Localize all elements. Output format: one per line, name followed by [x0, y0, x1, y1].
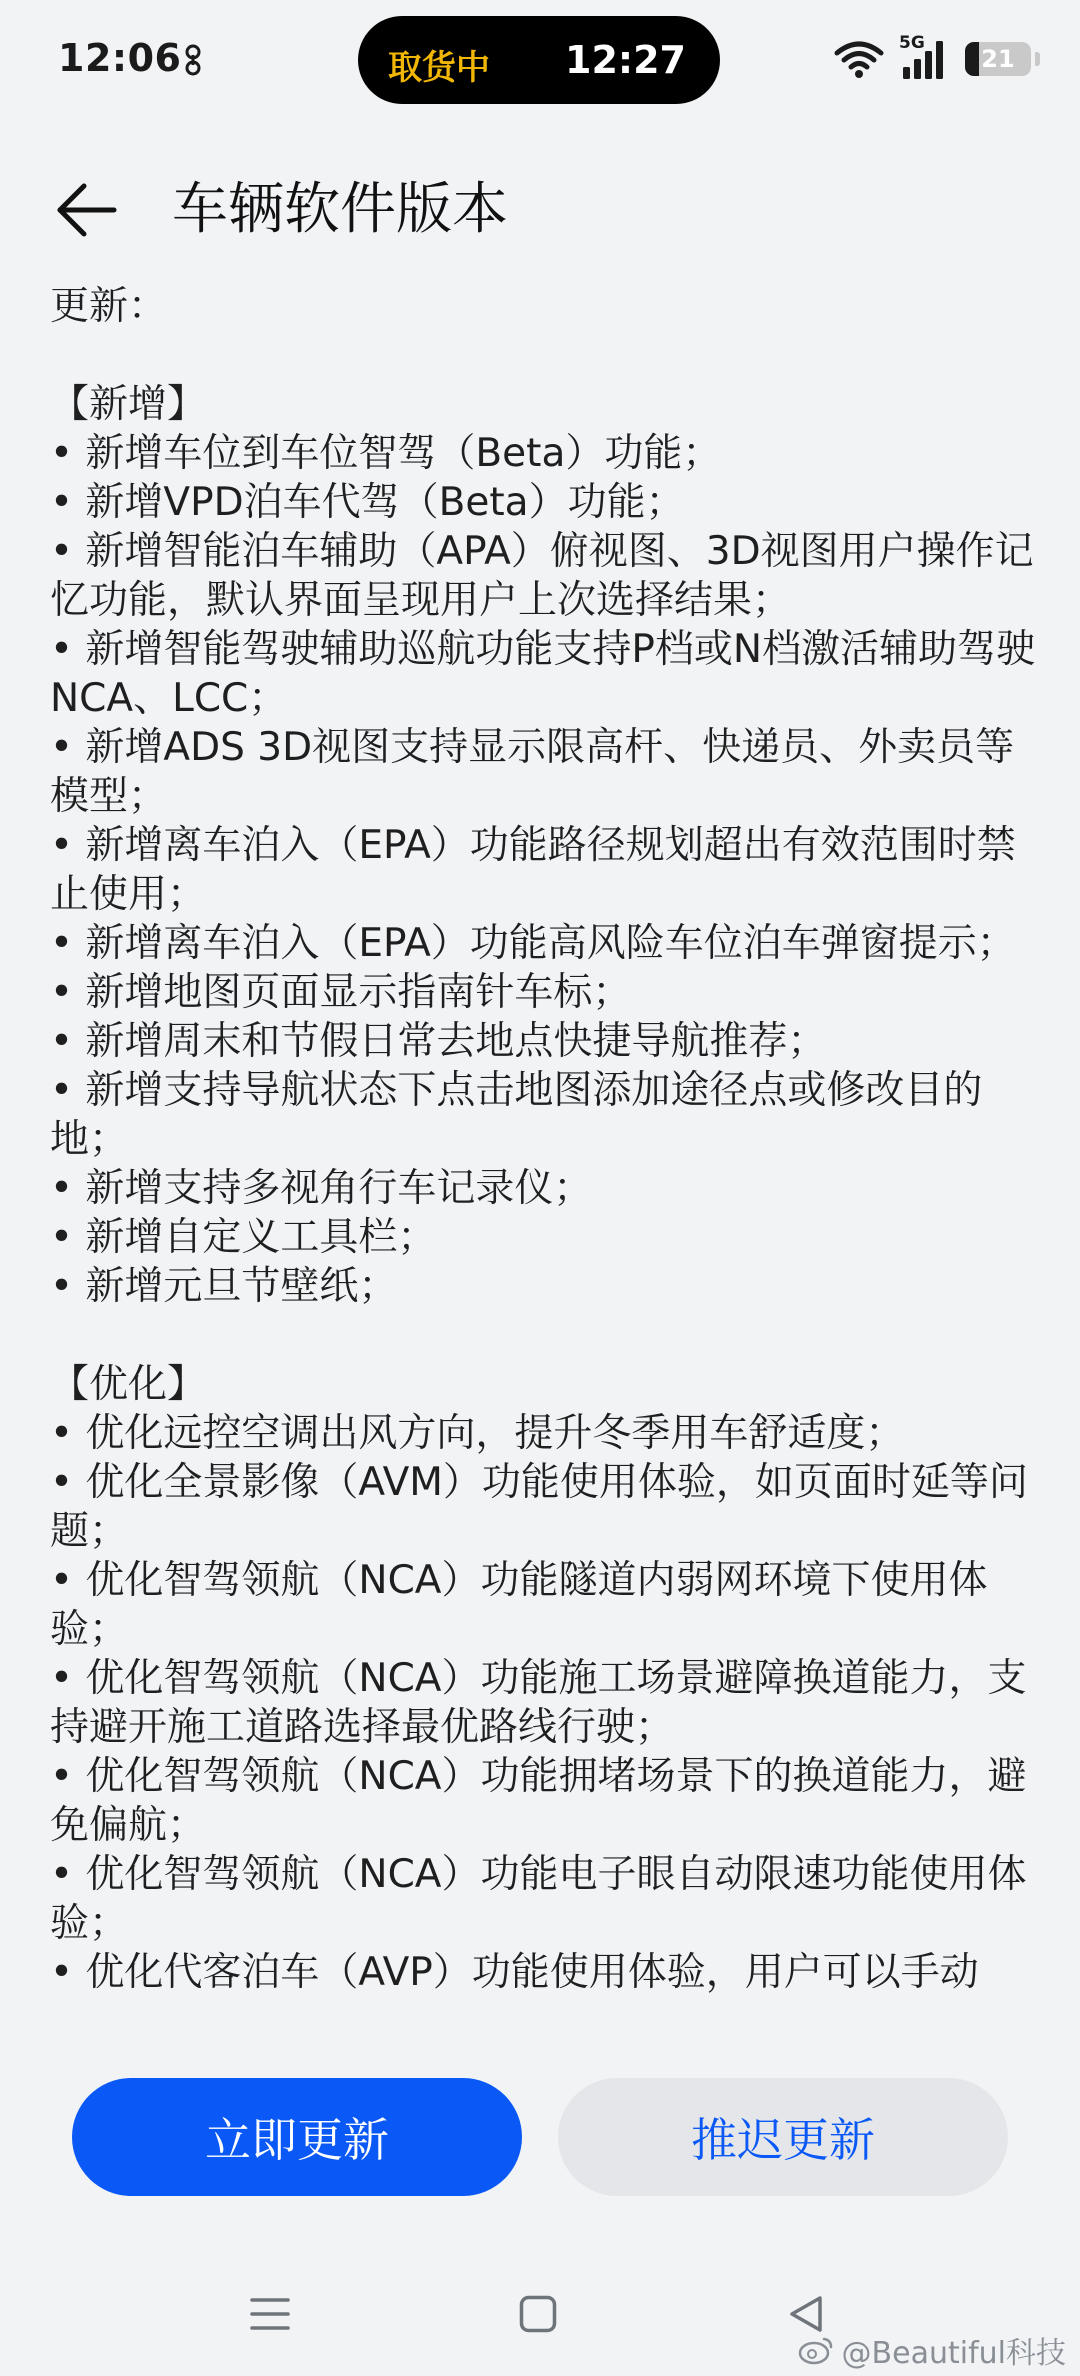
wifi-icon [833, 39, 885, 79]
list-item: • 新增元旦节壁纸； [50, 1264, 398, 1309]
list-item: • 新增ADS 3D视图支持显示限高杆、快递员、外卖员等模型； [50, 725, 1015, 819]
section-title: 【新增】 [50, 382, 207, 427]
list-item: • 新增支持导航状态下点击地图添加途径点或修改目的地； [50, 1068, 983, 1162]
list-item: • 新增离车泊入（EPA）功能路径规划超出有效范围时禁止使用； [50, 823, 1016, 917]
release-sections [50, 380, 1040, 1997]
status-time: 12:06 [58, 36, 182, 80]
network-type-label: 5G [899, 33, 925, 53]
list-item: • 新增离车泊入（EPA）功能高风险车位泊车弹窗提示； [50, 921, 1016, 966]
signal-icon [899, 37, 951, 81]
section-title: 【优化】 [50, 1362, 207, 1407]
list-item: • 新增支持多视角行车记录仪； [50, 1166, 593, 1211]
postpone-update-button[interactable]: 推迟更新 [558, 2078, 1008, 2196]
square-icon [519, 2295, 557, 2333]
spacer [50, 1311, 1040, 1360]
list-item: • 优化代客泊车（AVP）功能使用体验，用户可以手动 [50, 1950, 979, 1995]
weibo-logo-icon [798, 2335, 834, 2365]
menu-icon [250, 2296, 290, 2332]
update-now-button[interactable]: 立即更新 [72, 2078, 522, 2196]
status-icons [833, 34, 1040, 84]
list-item: • 新增地图页面显示指南针车标； [50, 970, 632, 1015]
watermark [798, 2328, 1066, 2372]
arrow-left-icon [54, 182, 118, 238]
list-item: • 新增自定义工具栏； [50, 1215, 437, 1260]
list-item: • 新增智能驾驶辅助巡航功能支持P档或N档激活辅助驾驶NCA、LCC； [50, 627, 1036, 721]
header [0, 160, 1080, 260]
list-item: • 新增VPD泊车代驾（Beta）功能； [50, 480, 685, 525]
battery-percent: 21 [981, 45, 1015, 73]
list-item: • 优化远控空调出风方向，提升冬季用车舒适度； [50, 1411, 905, 1456]
page-title: 车辆软件版本 [172, 177, 508, 242]
live-activity-pill[interactable] [358, 16, 720, 104]
update-intro: 更新： [50, 284, 168, 329]
list-item: • 优化智驾领航（NCA）功能拥堵场景下的换道能力，避免偏航； [50, 1754, 1027, 1848]
nav-menu-button[interactable] [240, 2284, 300, 2344]
cellular-indicator [899, 33, 951, 81]
back-button[interactable] [48, 172, 124, 248]
release-notes[interactable] [50, 282, 1040, 2026]
watermark-text: @Beautiful科技 [841, 2336, 1066, 2371]
nav-home-button[interactable] [508, 2284, 568, 2344]
battery-icon [965, 42, 1031, 76]
pickup-time: 12:27 [565, 38, 686, 82]
list-item: • 新增车位到车位智驾（Beta）功能； [50, 431, 722, 476]
battery-cap [1035, 52, 1040, 66]
list-item: • 优化智驾领航（NCA）功能电子眼自动限速功能使用体验； [50, 1852, 1027, 1946]
list-item: • 优化全景影像（AVM）功能使用体验，如页面时延等问题； [50, 1460, 1028, 1554]
list-item: • 优化智驾领航（NCA）功能隧道内弱网环境下使用体验； [50, 1558, 988, 1652]
spacer [50, 331, 1040, 380]
pickup-status-label: 取货中 [388, 48, 490, 88]
status-bar [0, 0, 1080, 120]
link-icon [184, 44, 202, 76]
list-item: • 新增周末和节假日常去地点快捷导航推荐； [50, 1019, 827, 1064]
list-item: • 新增智能泊车辅助（APA）俯视图、3D视图用户操作记忆功能，默认界面呈现用户上次选择结果； [50, 529, 1034, 623]
list-item: • 优化智驾领航（NCA）功能施工场景避障换道能力，支持避开施工道路选择最优路线行驶； [50, 1656, 1027, 1750]
